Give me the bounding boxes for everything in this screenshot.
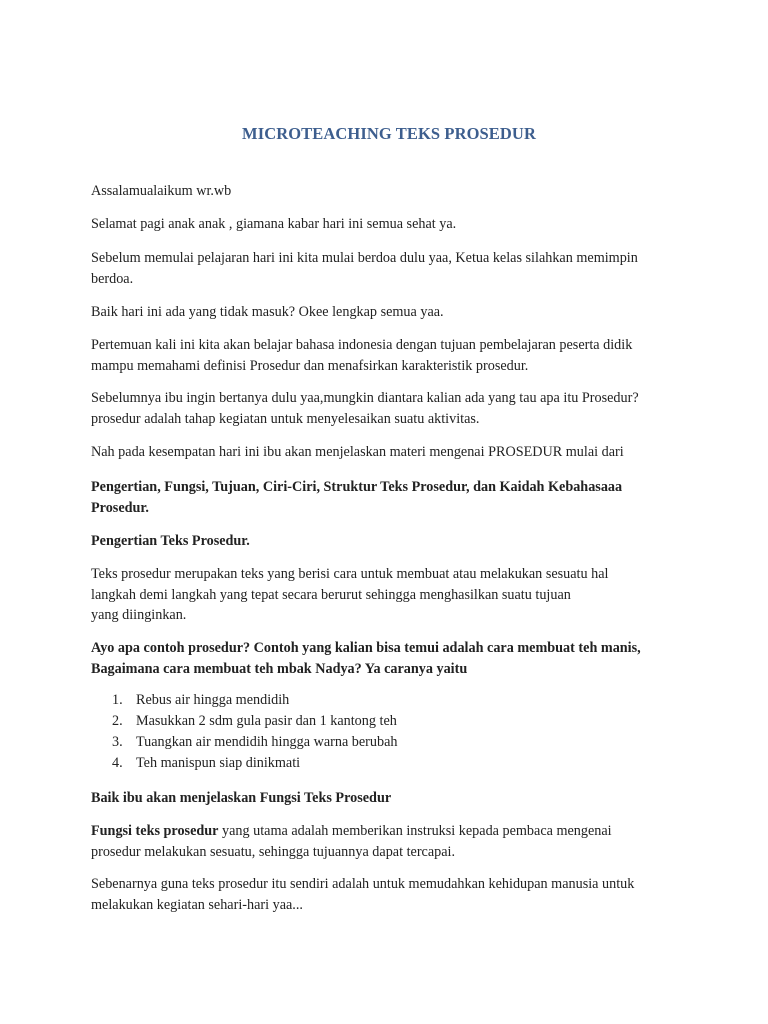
- document-title: MICROTEACHING TEKS PROSEDUR: [242, 124, 536, 143]
- attendance-paragraph: Baik hari ini ada yang tidak masuk? Okee lengkap semua yaa.: [91, 304, 444, 320]
- function-line-1: [91, 821, 687, 842]
- list-item: [91, 753, 398, 774]
- topics-line-2: Prosedur.: [91, 499, 149, 516]
- function-heading: Baik ibu akan menjelaskan Fungsi Teks Prosedur: [91, 790, 392, 806]
- definition-paragraph: [91, 564, 687, 626]
- example-paragraph: [91, 638, 687, 679]
- topics-line-1: Pengertian, Fungsi, Tujuan, Ciri-Ciri, Struktur Teks Prosedur, dan Kaidah Kebahasaaa: [91, 479, 623, 495]
- topics-paragraph: [91, 477, 687, 518]
- prayer-line-2: berdoa.: [91, 270, 134, 287]
- definition-line-2: langkah demi langkah yang tepat secara berurut sehingga menghasilkan suatu tujuan: [91, 586, 571, 603]
- morning-paragraph: Selamat pagi anak anak , giamana kabar hari ini semua sehat ya.: [91, 216, 457, 232]
- list-text: Teh manispun siap dinikmati: [136, 755, 301, 771]
- function-line-2: prosedur melakukan sesuatu, sehingga tujuannya dapat tercapai.: [91, 843, 456, 860]
- example-line-2: Bagaimana cara membuat teh mbak Nadya? Ya caranya yaitu: [91, 660, 468, 677]
- definition-heading: Pengertian Teks Prosedur.: [91, 533, 250, 549]
- list-text: Rebus air hingga mendidih: [136, 692, 290, 708]
- intro-paragraph: Nah pada kesempatan hari ini ibu akan menjelaskan materi mengenai PROSEDUR mulai dari: [91, 444, 624, 460]
- purpose-line-1: Sebenarnya guna teks prosedur itu sendiri adalah untuk memudahkan kehidupan manusia untuk: [91, 876, 635, 892]
- list-item: [91, 690, 398, 711]
- definition-line-3: yang diinginkan.: [91, 607, 187, 623]
- list-text: Tuangkan air mendidih hingga warna berubah: [136, 734, 398, 750]
- example-line-1: Ayo apa contoh prosedur? Contoh yang kalian bisa temui adalah cara membuat teh manis,: [91, 640, 641, 656]
- function-definition: yang utama adalah memberikan instruksi kepada pembaca mengenai: [218, 823, 612, 839]
- list-text: Masukkan 2 sdm gula pasir dan 1 kantong teh: [136, 713, 397, 729]
- list-number: 1.: [112, 692, 123, 708]
- objective-paragraph: [91, 335, 687, 376]
- list-item: [91, 711, 398, 732]
- function-paragraph: [91, 821, 687, 862]
- function-term: Fungsi teks prosedur: [91, 823, 219, 839]
- objective-line-2: mampu memahami definisi Prosedur dan menafsirkan karakteristik prosedur.: [91, 357, 529, 374]
- steps-list: [91, 690, 398, 774]
- definition-line-1: Teks prosedur merupakan teks yang berisi cara untuk membuat atau melakukan sesuatu hal: [91, 566, 609, 582]
- question-paragraph: [91, 388, 687, 429]
- greeting-paragraph: Assalamualaikum wr.wb: [91, 183, 232, 199]
- purpose-paragraph: [91, 874, 687, 915]
- list-number: 2.: [112, 713, 123, 729]
- list-number: 4.: [112, 755, 123, 771]
- question-line-2: prosedur adalah tahap kegiatan untuk menyelesaikan suatu aktivitas.: [91, 410, 480, 427]
- list-item: [91, 732, 398, 753]
- purpose-line-2: melakukan kegiatan sehari-hari yaa...: [91, 896, 303, 913]
- list-number: 3.: [112, 734, 123, 750]
- objective-line-1: Pertemuan kali ini kita akan belajar bahasa indonesia dengan tujuan pembelajaran peserta didik: [91, 337, 633, 353]
- prayer-line-1: Sebelum memulai pelajaran hari ini kita mulai berdoa dulu yaa, Ketua kelas silahkan memimpin: [91, 250, 638, 266]
- prayer-paragraph: [91, 248, 687, 289]
- question-line-1: Sebelumnya ibu ingin bertanya dulu yaa,mungkin diantara kalian ada yang tau apa itu Prosedur?: [91, 390, 639, 406]
